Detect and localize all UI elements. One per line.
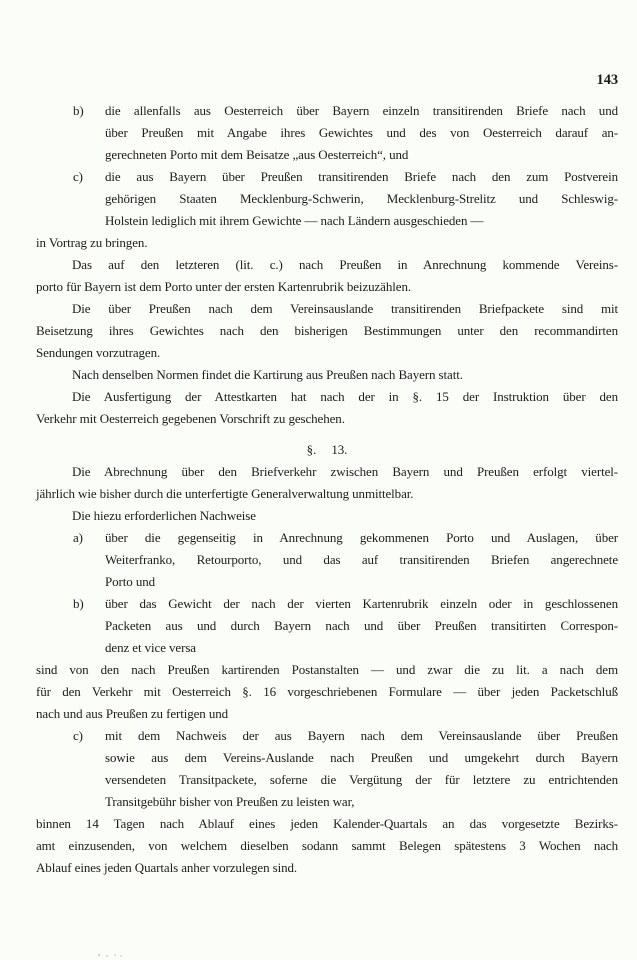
paragraph bbox=[36, 659, 618, 725]
text-line: für den Verkehr mit Oesterreich §. 16 vorgeschriebenen Formulare — über jeden Packetschluß bbox=[36, 684, 618, 699]
paragraph bbox=[36, 254, 618, 298]
list-item bbox=[36, 100, 618, 166]
text-line: Das auf den letzteren (lit. c.) nach Preußen in Anrechnung kommende Vereins- bbox=[72, 257, 618, 272]
text-line: die aus Bayern über Preußen transitirenden Briefe nach den zum Postverein bbox=[105, 169, 618, 184]
list-item bbox=[36, 725, 618, 813]
list-item-label: a) bbox=[73, 530, 83, 545]
text-line: nach und aus Preußen zu fertigen und bbox=[36, 706, 229, 721]
text-line: Sendungen vorzutragen. bbox=[36, 345, 161, 360]
text-line: gerechneten Porto mit dem Beisatze „aus Oesterreich“, und bbox=[105, 147, 409, 162]
text-line: jährlich wie bisher durch die unterfertigte Generalverwaltung unmittelbar. bbox=[36, 486, 414, 501]
text-line: Die Abrechnung über den Briefverkehr zwischen Bayern und Preußen erfolgt viertel- bbox=[72, 464, 618, 479]
paragraph bbox=[36, 505, 618, 527]
text-line: Ablauf eines jeden Quartals anher vorzulegen sind. bbox=[36, 860, 298, 875]
text-line: Holstein lediglich mit ihrem Gewichte — nach Ländern ausgeschieden — bbox=[105, 213, 484, 228]
text-line: Weiterfranko, Retourporto, und das auf transitirenden Briefen angerechnete bbox=[105, 552, 618, 567]
paragraph bbox=[36, 386, 618, 430]
text-line: Nach denselben Normen findet die Kartirung aus Preußen nach Bayern statt. bbox=[72, 367, 463, 382]
text-line: porto für Bayern ist dem Porto unter der ersten Kartenrubrik beizuzählen. bbox=[36, 279, 411, 294]
text-line: binnen 14 Tagen nach Ablauf eines jeden Kalender-Quartals an das vorgesetzte Bezirks- bbox=[36, 816, 618, 831]
paragraph bbox=[36, 461, 618, 505]
page-number: 143 bbox=[596, 72, 618, 88]
text-line: denz et vice versa bbox=[105, 640, 196, 655]
text-line: über Preußen mit Angabe ihres Gewichtes und des von Oesterreich darauf an- bbox=[105, 125, 618, 140]
text-line: Die über Preußen nach dem Vereinsauslande transitirenden Briefpackete sind mit bbox=[72, 301, 618, 316]
paragraph bbox=[36, 813, 618, 879]
text-line: Verkehr mit Oesterreich gegebenen Vorschrift zu geschehen. bbox=[36, 411, 345, 426]
text-line: über die gegenseitig in Anrechnung gekommenen Porto und Auslagen, über bbox=[105, 530, 618, 545]
list-item bbox=[36, 166, 618, 232]
text-line: Packeten aus und durch Bayern nach und über Preußen transitirten Correspon- bbox=[105, 618, 618, 633]
text-line: in Vortrag zu bringen. bbox=[36, 235, 148, 250]
list-item-label: c) bbox=[73, 728, 83, 743]
text-line: amt einzusenden, von welchem dieselben sodann sammt Belegen spätestens 3 Wochen nach bbox=[36, 838, 618, 853]
list-item bbox=[36, 527, 618, 593]
list-item bbox=[36, 593, 618, 659]
document-blocks bbox=[36, 100, 618, 879]
paragraph bbox=[36, 232, 618, 254]
text-line: versendeten Transitpackete, soferne die Vergütung der für letztere zu entrichtenden bbox=[105, 772, 618, 787]
text-line: Porto und bbox=[105, 574, 156, 589]
list-item-label: b) bbox=[73, 596, 84, 611]
text-line: sind von den nach Preußen kartirenden Postanstalten — und zwar die zu lit. a nach dem bbox=[36, 662, 618, 677]
page-content bbox=[36, 0, 618, 879]
paragraph bbox=[36, 364, 618, 386]
text-line: mit dem Nachweis der aus Bayern nach dem Vereinsauslande über Preußen bbox=[105, 728, 618, 743]
text-line: Transitgebühr bisher von Preußen zu leisten war, bbox=[105, 794, 355, 809]
text-line: Die Ausfertigung der Attestkarten hat nach der in §. 15 der Instruktion über den bbox=[72, 389, 618, 404]
text-line: Die hiezu erforderlichen Nachweise bbox=[72, 508, 256, 523]
paragraph bbox=[36, 298, 618, 364]
list-item-label: b) bbox=[73, 103, 84, 118]
text-line: sowie aus dem Vereins-Auslande nach Preußen und umgekehrt durch Bayern bbox=[105, 750, 618, 765]
section-heading: §. 13. bbox=[306, 442, 348, 457]
scan-artifact bbox=[98, 954, 100, 956]
text-line: über das Gewicht der nach der vierten Kartenrubrik einzeln oder in geschlossenen bbox=[105, 596, 618, 611]
text-line: Beisetzung ihres Gewichtes nach den bisherigen Bestimmungen unter den recommandirten bbox=[36, 323, 618, 338]
text-line: gehörigen Staaten Mecklenburg-Schwerin, Mecklenburg-Strelitz und Schleswig- bbox=[105, 191, 618, 206]
list-item-label: c) bbox=[73, 169, 83, 184]
text-line: die allenfalls aus Oesterreich über Bayern einzeln transitirenden Briefe nach und bbox=[105, 103, 618, 118]
